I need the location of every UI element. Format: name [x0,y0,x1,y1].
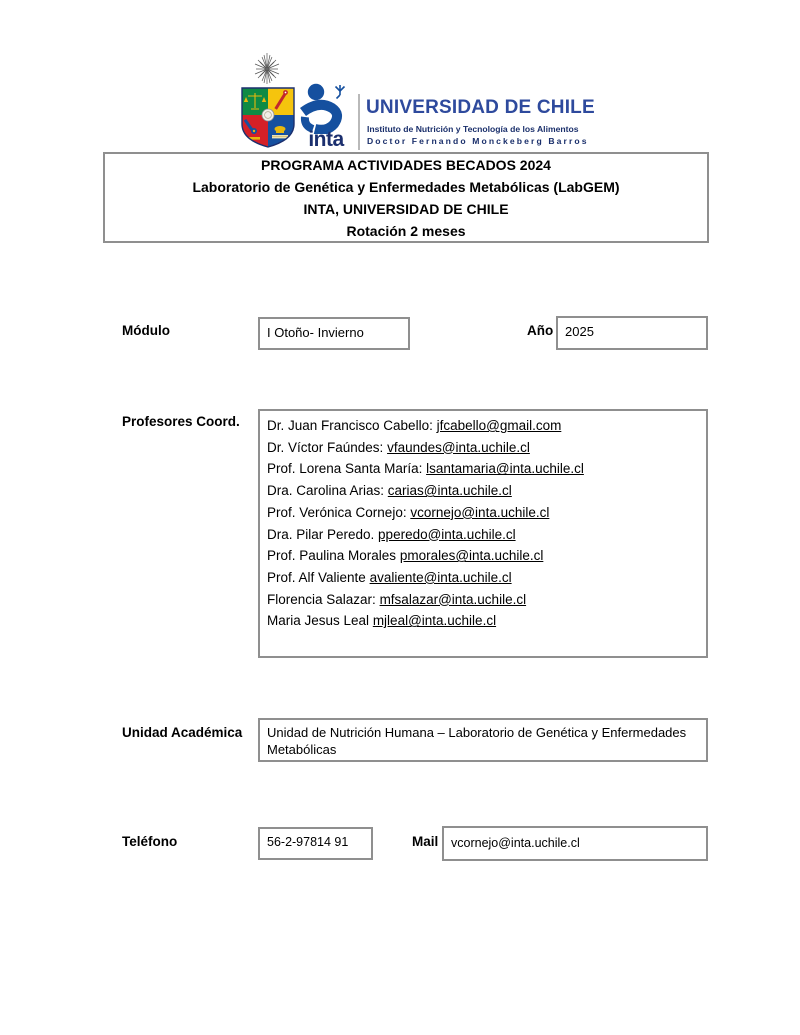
mail-label: Mail [412,834,439,849]
title-line-1: PROGRAMA ACTIVIDADES BECADOS 2024 [261,156,551,173]
academic-unit-field: Unidad de Nutrición Humana – Laboratorio de Genética y Enfermedades Metabólicas [258,718,708,762]
professor-row [267,567,699,589]
professor-row [267,545,699,567]
professor-name: Prof. Lorena Santa María: [267,461,427,477]
professor-email-link[interactable]: mjleal@inta.uchile.cl [372,613,497,629]
professor-email-link[interactable]: pmorales@inta.uchile.cl [399,548,544,564]
professor-row [267,610,699,632]
professor-row [267,502,699,524]
professor-email-link[interactable]: lsantamaria@inta.uchile.cl [426,461,584,477]
professor-email-link[interactable]: pperedo@inta.uchile.cl [378,526,516,542]
professor-row [267,524,699,546]
title-line-4: Rotación 2 meses [346,222,466,239]
professor-name: Dr. Juan Francisco Cabello: [267,418,437,433]
institute-name: Instituto de Nutrición y Tecnología de los Alimentos [367,124,579,134]
title-line-3: INTA, UNIVERSIDAD DE CHILE [303,200,509,217]
professor-name: Florencia Salazar: [267,591,380,607]
professor-name: Prof. Alf Valiente [267,569,370,585]
professor-row [267,480,699,502]
phone-label: Teléfono [122,834,178,849]
professor-email-link[interactable]: mfsalazar@inta.uchile.cl [379,591,527,607]
professors-field [258,409,708,658]
professor-email-link[interactable]: jfcabello@gmail.com [436,418,562,433]
logo-divider [358,94,360,150]
professor-email-link[interactable]: vfaundes@inta.uchile.cl [387,439,530,455]
professor-row [267,437,699,459]
professor-email-link[interactable]: avaliente@inta.uchile.cl [369,569,512,585]
university-name: UNIVERSIDAD DE CHILE [366,97,595,118]
inta-wordmark: inta [308,128,344,151]
professor-name: Dra. Pilar Peredo. [267,526,379,542]
inta-person-icon [299,82,357,134]
professor-name: Dr. Víctor Faúndes: [267,439,388,455]
phone-field: 56-2-97814 91 [258,827,373,860]
year-field: 2025 [556,316,708,350]
uchile-crest-icon [238,52,300,152]
professor-row [267,458,699,480]
academic-unit-label: Unidad Académica [122,725,243,740]
title-box [103,152,709,243]
professor-row [267,415,699,437]
professor-email-link[interactable]: vcornejo@inta.uchile.cl [410,504,550,520]
mail-field: vcornejo@inta.uchile.cl [442,826,708,861]
professor-email-link[interactable]: carias@inta.uchile.cl [387,483,512,499]
year-label: Año [527,323,554,338]
title-line-2: Laboratorio de Genética y Enfermedades Metabólicas (LabGEM) [192,178,620,195]
professor-row [267,589,699,611]
professors-label: Profesores Coord. [122,414,240,429]
professor-name: Prof. Verónica Cornejo: [267,504,411,520]
module-field: I Otoño- Invierno [258,317,410,350]
professor-name: Dra. Carolina Arias: [267,483,388,499]
professor-name: Prof. Paulina Morales [267,548,400,564]
institute-founder: Doctor Fernando Monckeberg Barros [367,136,589,146]
module-label: Módulo [122,323,170,338]
professor-name: Maria Jesus Leal [267,613,373,629]
